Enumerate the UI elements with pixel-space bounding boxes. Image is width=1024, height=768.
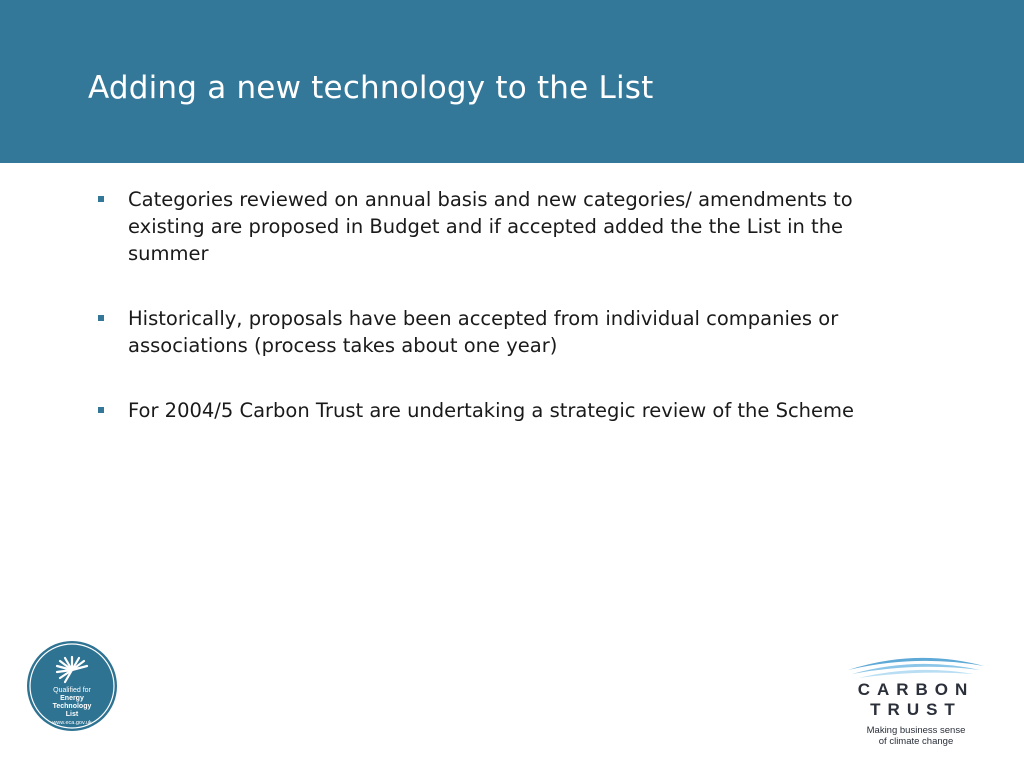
logo-word-carbon: CARBON (857, 680, 975, 699)
bullet-text: Historically, proposals have been accepted from individual companies or associations (process takes about one year) (128, 307, 839, 357)
logo-tagline-line2: of climate change (878, 736, 954, 747)
bullet-text: Categories reviewed on annual basis and new categories/ amendments to existing are proposed in Budget and if accepted added the the List in the summer (128, 188, 853, 265)
bullet-list (96, 186, 896, 462)
bullet-marker-icon (98, 407, 104, 413)
slide-title: Adding a new technology to the List (88, 70, 654, 106)
bullet-item (96, 397, 896, 424)
badge-line4: List (65, 711, 79, 718)
bullet-text: For 2004/5 Carbon Trust are undertaking a strategic review of the Scheme (128, 399, 855, 422)
bullet-marker-icon (98, 196, 104, 202)
logo-tagline (846, 725, 986, 747)
bullet-item (96, 305, 896, 359)
logo-word-trust: TRUST (870, 700, 962, 719)
badge-line3: Technology (52, 703, 92, 710)
badge-line1: Qualified for (53, 687, 91, 694)
carbon-trust-logo (846, 650, 986, 750)
bullet-marker-icon (98, 315, 104, 321)
logo-tagline-line1: Making business sense (866, 725, 966, 736)
title-bar (0, 0, 1024, 163)
bullet-item (96, 186, 896, 267)
eca-badge-logo (26, 640, 118, 732)
badge-line2: Energy (60, 695, 84, 702)
badge-url: www.eca.gov.uk (52, 720, 92, 726)
wave-swoosh-icon (846, 650, 986, 680)
